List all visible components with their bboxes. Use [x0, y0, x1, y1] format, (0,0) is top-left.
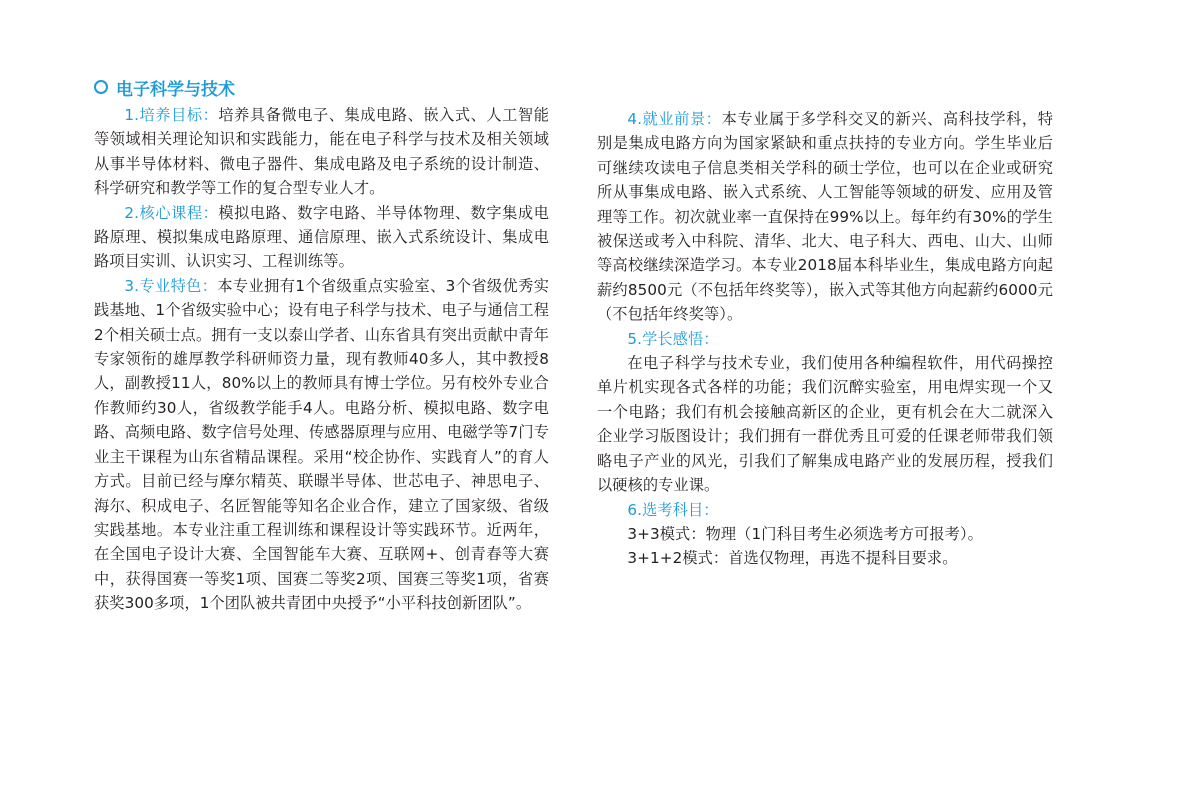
subjects-line-1: 3+3模式：物理（1门科目考生必须选考方可报考）。 — [627, 524, 983, 543]
text-training-goal: 培养具备微电子、集成电路、嵌入式、人工智能等领域相关理论知识和实践能力，能在电子科学与技术及相关领域从事半导体材料、微电子器件、集成电路及电子系统的设计制造、科学研究和教学等工作的复合型专业人才。 — [94, 106, 549, 198]
paragraph-core-courses — [94, 201, 549, 274]
paragraph-features — [94, 274, 549, 616]
text-core-courses: 模拟电路、数字电路、半导体物理、数字集成电路原理、模拟集成电路原理、通信原理、嵌入式系统设计、集成电路项目实训、认识实习、工程训练等。 — [94, 203, 549, 271]
heading-features: 3.专业特色： — [124, 276, 218, 295]
paragraph-subjects-heading — [597, 498, 1053, 522]
section-title — [94, 74, 235, 100]
paragraph-training-goal — [94, 103, 549, 201]
paragraph-senior-insight — [597, 351, 1053, 497]
heading-core-courses: 2.核心课程： — [124, 203, 219, 222]
paragraph-employment — [597, 107, 1053, 327]
paragraph-senior-insight-heading — [597, 327, 1053, 351]
heading-senior-insight: 5.学长感悟： — [627, 329, 719, 348]
heading-subjects: 6.选考科目： — [627, 500, 719, 519]
text-senior-insight: 在电子科学与技术专业，我们使用各种编程软件，用代码操控单片机实现各式各样的功能；我们沉醉实验室，用电焊实现一个又一个电路；我们有机会接触高新区的企业，更有机会在大二就深入企业学习版图设计；我们拥有一群优秀且可爱的任课老师带我们领略电子产业的风光，引我们了解集成电路产业的发展历程，授我们以硬核的专业课。 — [597, 354, 1053, 495]
right-column — [597, 107, 1053, 571]
subjects-line-2: 3+1+2模式：首选仅物理，再选不提科目要求。 — [627, 549, 958, 568]
section-title-text: 电子科学与技术 — [116, 79, 235, 100]
heading-training-goal: 1.培养目标： — [124, 106, 219, 124]
text-features: 本专业拥有1个省级重点实验室、3个省级优秀实践基地、1个省级实验中心；设有电子科学与技术、电子与通信工程2个相关硕士点。拥有一支以泰山学者、山东省具有突出贡献中青年专家领衔的雄厚教学科研师资力量，现有教师40多人，其中教授8人，副教授11人，80%以上的教师具有博士学位。另有校外专业合作教师约30人，省级教学能手4人。电路分析、模拟电路、数字电路、高频电路、数字信号处理、传感器原理与应用、电磁学等7门专业主干课程为山东省精品课程。采用“校企协作、实践育人”的育人方式。目前已经与摩尔精英、联暻半导体、世芯电子、神思电子、海尔、积成电子、名匠智能等知名企业合作，建立了国家级、省级实践基地。本专业注重工程训练和课程设计等实践环节。近两年，在全国电子设计大赛、全国智能车大赛、互联网+、创青春等大赛中，获得国赛一等奖1项、国赛二等奖2项、国赛三等奖1项，省赛获奖300多项，1个团队被共青团中央授予“小平科技创新团队”。 — [94, 276, 549, 613]
text-employment: 本专业属于多学科交叉的新兴、高科技学科，特别是集成电路方向为国家紧缺和重点扶持的专业方向。学生毕业后可继续攻读电子信息类相关学科的硕士学位，也可以在企业或研究所从事集成电路、嵌入式系统、人工智能等领域的研发、应用及管理等工作。初次就业率一直保持在99%以上。每年约有30%的学生被保送或考入中科院、清华、北大、电子科大、西电、山大、山师等高校继续深造学习。本专业2018届本科毕业生，集成电路方向起薪约8500元（不包括年终奖等），嵌入式等其他方向起薪约6000元（不包括年终奖等）。 — [597, 110, 1053, 324]
left-column — [94, 103, 549, 616]
circle-bullet-icon — [94, 80, 108, 94]
heading-employment: 4.就业前景： — [627, 110, 722, 128]
